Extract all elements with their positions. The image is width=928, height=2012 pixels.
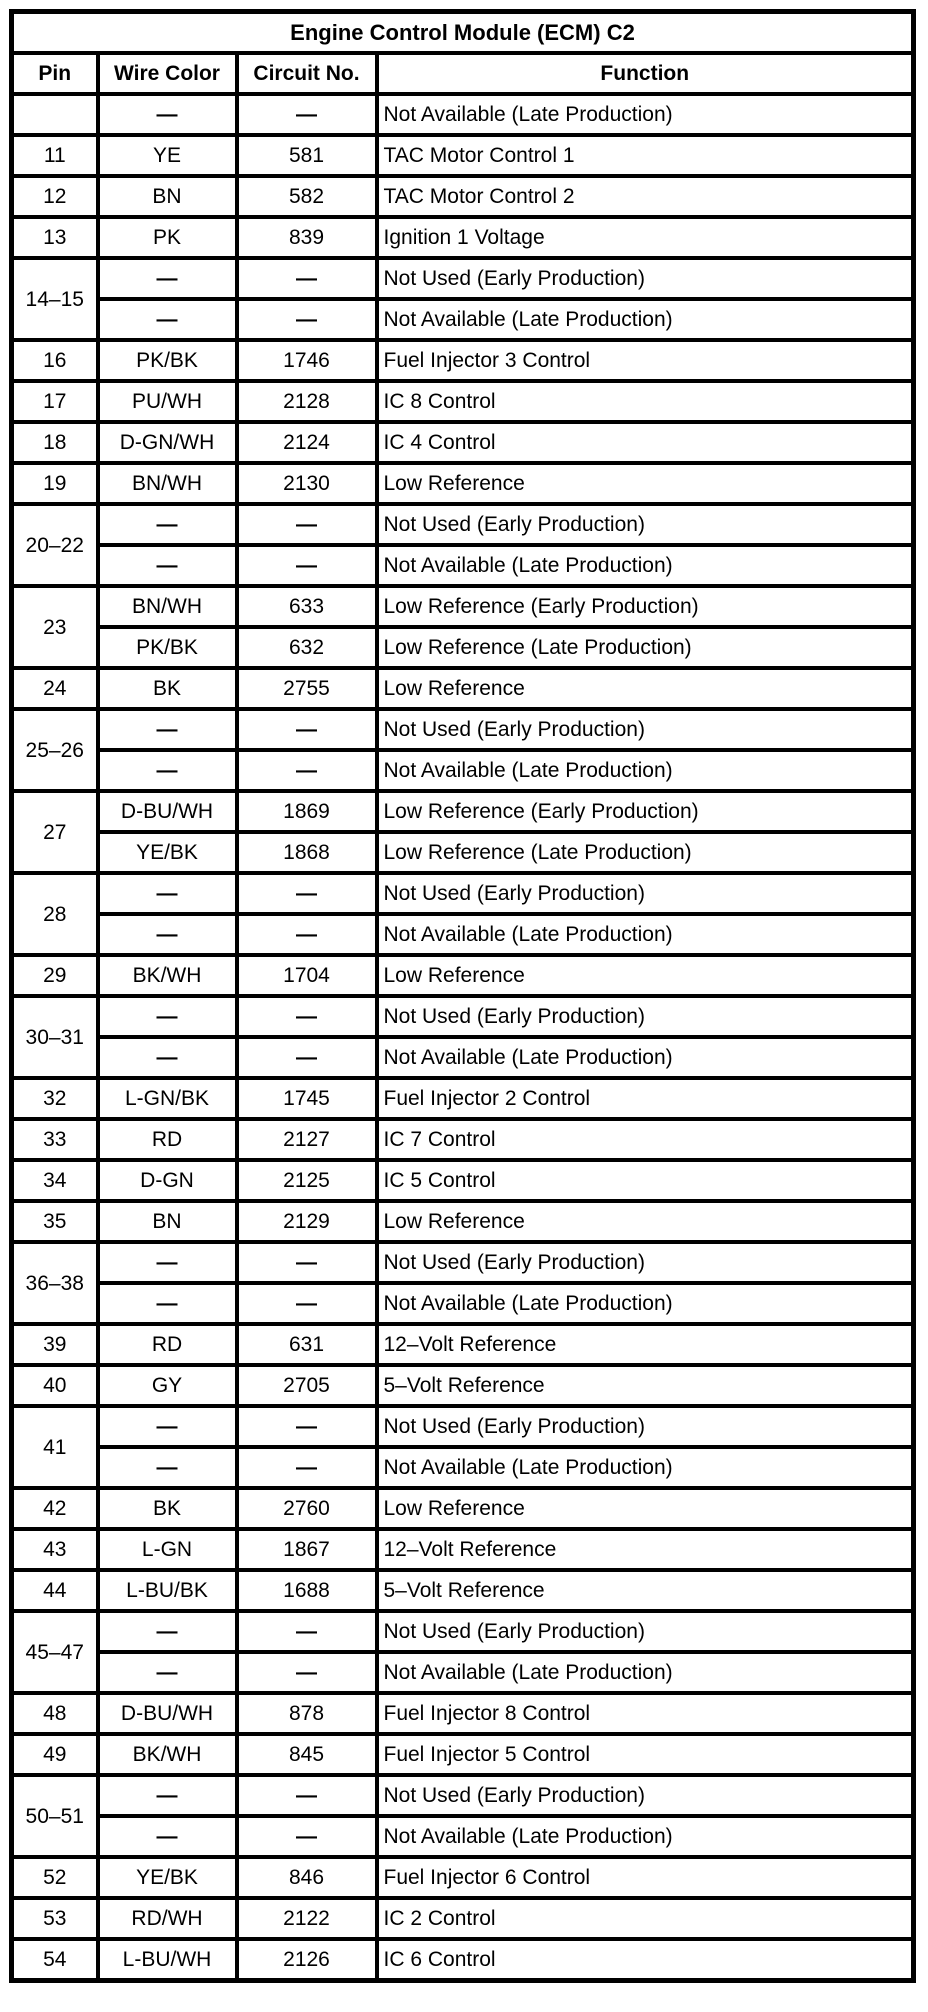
table-row xyxy=(12,914,914,955)
circuit-cell: — xyxy=(237,258,377,299)
table-row xyxy=(12,1365,914,1406)
wire-color-cell: D-BU/WH xyxy=(98,1693,237,1734)
table-row xyxy=(12,176,914,217)
wire-color-cell: — xyxy=(98,1406,237,1447)
function-cell: IC 8 Control xyxy=(377,381,914,422)
wire-color-cell: BK xyxy=(98,1488,237,1529)
circuit-cell: — xyxy=(237,545,377,586)
function-cell: Low Reference (Late Production) xyxy=(377,832,914,873)
circuit-cell: 878 xyxy=(237,1693,377,1734)
circuit-cell: 2130 xyxy=(237,463,377,504)
pin-cell: 11 xyxy=(12,135,98,176)
table-row xyxy=(12,1119,914,1160)
circuit-cell: 633 xyxy=(237,586,377,627)
header-function: Function xyxy=(377,53,914,94)
wire-color-cell: — xyxy=(98,1652,237,1693)
wire-color-cell: RD xyxy=(98,1324,237,1365)
wire-color-cell: — xyxy=(98,709,237,750)
circuit-cell: — xyxy=(237,504,377,545)
pin-cell: 12 xyxy=(12,176,98,217)
pin-cell: 28 xyxy=(12,873,98,955)
pin-cell: 25–26 xyxy=(12,709,98,791)
wire-color-cell: YE xyxy=(98,135,237,176)
table-row xyxy=(12,504,914,545)
circuit-cell: 1746 xyxy=(237,340,377,381)
table-row xyxy=(12,217,914,258)
header-pin: Pin xyxy=(12,53,98,94)
function-cell: Ignition 1 Voltage xyxy=(377,217,914,258)
circuit-cell: — xyxy=(237,1037,377,1078)
function-cell: Not Available (Late Production) xyxy=(377,1037,914,1078)
table-row xyxy=(12,135,914,176)
function-cell: Fuel Injector 6 Control xyxy=(377,1857,914,1898)
function-cell: Low Reference (Late Production) xyxy=(377,627,914,668)
function-cell: 12–Volt Reference xyxy=(377,1529,914,1570)
circuit-cell: 1688 xyxy=(237,1570,377,1611)
circuit-cell: — xyxy=(237,709,377,750)
wire-color-cell: L-BU/WH xyxy=(98,1939,237,1980)
function-cell: Not Used (Early Production) xyxy=(377,1242,914,1283)
circuit-cell: 2760 xyxy=(237,1488,377,1529)
circuit-cell: 846 xyxy=(237,1857,377,1898)
function-cell: Not Available (Late Production) xyxy=(377,1652,914,1693)
table-row xyxy=(12,832,914,873)
pin-cell: 24 xyxy=(12,668,98,709)
wire-color-cell: D-BU/WH xyxy=(98,791,237,832)
circuit-cell: — xyxy=(237,996,377,1037)
function-cell: Fuel Injector 8 Control xyxy=(377,1693,914,1734)
function-cell: IC 6 Control xyxy=(377,1939,914,1980)
table-row xyxy=(12,1939,914,1980)
wire-color-cell: — xyxy=(98,504,237,545)
wire-color-cell: — xyxy=(98,914,237,955)
pin-cell: 48 xyxy=(12,1693,98,1734)
table-row xyxy=(12,873,914,914)
table-row xyxy=(12,381,914,422)
wire-color-cell: — xyxy=(98,258,237,299)
table-row xyxy=(12,422,914,463)
wire-color-cell: D-GN/WH xyxy=(98,422,237,463)
pin-cell: 30–31 xyxy=(12,996,98,1078)
wire-color-cell: BN/WH xyxy=(98,586,237,627)
circuit-cell: 2705 xyxy=(237,1365,377,1406)
pin-cell: 23 xyxy=(12,586,98,668)
circuit-cell: — xyxy=(237,1447,377,1488)
pin-cell xyxy=(12,94,98,135)
pin-cell: 54 xyxy=(12,1939,98,1980)
function-cell: Low Reference xyxy=(377,668,914,709)
function-cell: Not Used (Early Production) xyxy=(377,1775,914,1816)
table-row xyxy=(12,996,914,1037)
table-row xyxy=(12,258,914,299)
table-row xyxy=(12,627,914,668)
pin-cell: 41 xyxy=(12,1406,98,1488)
pin-cell: 34 xyxy=(12,1160,98,1201)
wire-color-cell: RD/WH xyxy=(98,1898,237,1939)
circuit-cell: 845 xyxy=(237,1734,377,1775)
wire-color-cell: — xyxy=(98,996,237,1037)
circuit-cell: — xyxy=(237,1283,377,1324)
pin-cell: 50–51 xyxy=(12,1775,98,1857)
table-row xyxy=(12,1611,914,1652)
table-row xyxy=(12,1488,914,1529)
pin-cell: 27 xyxy=(12,791,98,873)
pin-cell: 40 xyxy=(12,1365,98,1406)
table-row xyxy=(12,955,914,996)
circuit-cell: 2129 xyxy=(237,1201,377,1242)
function-cell: Low Reference xyxy=(377,1488,914,1529)
function-cell: Not Available (Late Production) xyxy=(377,299,914,340)
table-header-row xyxy=(12,53,914,94)
pin-cell: 53 xyxy=(12,1898,98,1939)
wire-color-cell: PK/BK xyxy=(98,340,237,381)
circuit-cell: 2126 xyxy=(237,1939,377,1980)
function-cell: Fuel Injector 2 Control xyxy=(377,1078,914,1119)
wire-color-cell: PK xyxy=(98,217,237,258)
wire-color-cell: PU/WH xyxy=(98,381,237,422)
wire-color-cell: — xyxy=(98,873,237,914)
table-row xyxy=(12,1529,914,1570)
wire-color-cell: YE/BK xyxy=(98,1857,237,1898)
ecm-c2-pinout-table xyxy=(9,9,916,1983)
function-cell: Fuel Injector 5 Control xyxy=(377,1734,914,1775)
wire-color-cell: — xyxy=(98,1037,237,1078)
table-row xyxy=(12,94,914,135)
wire-color-cell: — xyxy=(98,1775,237,1816)
circuit-cell: 2125 xyxy=(237,1160,377,1201)
function-cell: Not Available (Late Production) xyxy=(377,1447,914,1488)
table-title-row xyxy=(12,12,914,54)
function-cell: Low Reference xyxy=(377,1201,914,1242)
table-row xyxy=(12,1160,914,1201)
table-row xyxy=(12,1324,914,1365)
pin-cell: 33 xyxy=(12,1119,98,1160)
pin-cell: 14–15 xyxy=(12,258,98,340)
pin-cell: 42 xyxy=(12,1488,98,1529)
table-title: Engine Control Module (ECM) C2 xyxy=(12,12,914,54)
circuit-cell: 1745 xyxy=(237,1078,377,1119)
circuit-cell: 839 xyxy=(237,217,377,258)
table-row xyxy=(12,1283,914,1324)
pin-cell: 29 xyxy=(12,955,98,996)
function-cell: Not Available (Late Production) xyxy=(377,545,914,586)
table-row xyxy=(12,1857,914,1898)
pin-cell: 52 xyxy=(12,1857,98,1898)
table-row xyxy=(12,1242,914,1283)
circuit-cell: 2128 xyxy=(237,381,377,422)
circuit-cell: 1867 xyxy=(237,1529,377,1570)
table-row xyxy=(12,299,914,340)
wire-color-cell: L-GN xyxy=(98,1529,237,1570)
pin-cell: 43 xyxy=(12,1529,98,1570)
function-cell: TAC Motor Control 1 xyxy=(377,135,914,176)
function-cell: IC 7 Control xyxy=(377,1119,914,1160)
wire-color-cell: GY xyxy=(98,1365,237,1406)
function-cell: IC 2 Control xyxy=(377,1898,914,1939)
wire-color-cell: — xyxy=(98,94,237,135)
function-cell: Not Used (Early Production) xyxy=(377,1406,914,1447)
pin-cell: 39 xyxy=(12,1324,98,1365)
circuit-cell: 1869 xyxy=(237,791,377,832)
wire-color-cell: BK/WH xyxy=(98,955,237,996)
wire-color-cell: BN xyxy=(98,176,237,217)
function-cell: Not Used (Early Production) xyxy=(377,873,914,914)
table-row xyxy=(12,1570,914,1611)
circuit-cell: — xyxy=(237,1611,377,1652)
header-wire-color: Wire Color xyxy=(98,53,237,94)
function-cell: Fuel Injector 3 Control xyxy=(377,340,914,381)
table-row xyxy=(12,1693,914,1734)
circuit-cell: 2122 xyxy=(237,1898,377,1939)
pin-cell: 32 xyxy=(12,1078,98,1119)
table-row xyxy=(12,1775,914,1816)
circuit-cell: 582 xyxy=(237,176,377,217)
circuit-cell: 632 xyxy=(237,627,377,668)
header-circuit-no: Circuit No. xyxy=(237,53,377,94)
pin-cell: 36–38 xyxy=(12,1242,98,1324)
wire-color-cell: BK xyxy=(98,668,237,709)
pin-cell: 18 xyxy=(12,422,98,463)
function-cell: TAC Motor Control 2 xyxy=(377,176,914,217)
table-row xyxy=(12,709,914,750)
wire-color-cell: RD xyxy=(98,1119,237,1160)
function-cell: Not Used (Early Production) xyxy=(377,1611,914,1652)
function-cell: Not Used (Early Production) xyxy=(377,709,914,750)
wire-color-cell: — xyxy=(98,1242,237,1283)
table-row xyxy=(12,1078,914,1119)
wire-color-cell: L-GN/BK xyxy=(98,1078,237,1119)
function-cell: Low Reference xyxy=(377,955,914,996)
table-row xyxy=(12,1816,914,1857)
circuit-cell: — xyxy=(237,94,377,135)
function-cell: 5–Volt Reference xyxy=(377,1570,914,1611)
table-row xyxy=(12,1447,914,1488)
wire-color-cell: — xyxy=(98,1283,237,1324)
circuit-cell: — xyxy=(237,750,377,791)
function-cell: 5–Volt Reference xyxy=(377,1365,914,1406)
circuit-cell: 631 xyxy=(237,1324,377,1365)
circuit-cell: 2127 xyxy=(237,1119,377,1160)
wire-color-cell: BN xyxy=(98,1201,237,1242)
circuit-cell: 1704 xyxy=(237,955,377,996)
table-row xyxy=(12,668,914,709)
function-cell: Not Available (Late Production) xyxy=(377,750,914,791)
circuit-cell: — xyxy=(237,873,377,914)
function-cell: Not Used (Early Production) xyxy=(377,258,914,299)
table-row xyxy=(12,586,914,627)
pin-cell: 49 xyxy=(12,1734,98,1775)
wire-color-cell: — xyxy=(98,750,237,791)
table-row xyxy=(12,340,914,381)
function-cell: Low Reference (Early Production) xyxy=(377,586,914,627)
function-cell: Not Available (Late Production) xyxy=(377,94,914,135)
function-cell: 12–Volt Reference xyxy=(377,1324,914,1365)
function-cell: Not Available (Late Production) xyxy=(377,1816,914,1857)
wire-color-cell: BN/WH xyxy=(98,463,237,504)
circuit-cell: 581 xyxy=(237,135,377,176)
function-cell: IC 5 Control xyxy=(377,1160,914,1201)
circuit-cell: — xyxy=(237,299,377,340)
function-cell: Not Available (Late Production) xyxy=(377,1283,914,1324)
circuit-cell: — xyxy=(237,1406,377,1447)
circuit-cell: — xyxy=(237,1242,377,1283)
wire-color-cell: D-GN xyxy=(98,1160,237,1201)
table-row xyxy=(12,791,914,832)
pin-cell: 35 xyxy=(12,1201,98,1242)
table-row xyxy=(12,545,914,586)
wire-color-cell: — xyxy=(98,1447,237,1488)
wire-color-cell: BK/WH xyxy=(98,1734,237,1775)
pin-cell: 45–47 xyxy=(12,1611,98,1693)
table-row xyxy=(12,1037,914,1078)
wire-color-cell: — xyxy=(98,299,237,340)
function-cell: Low Reference xyxy=(377,463,914,504)
function-cell: Not Used (Early Production) xyxy=(377,504,914,545)
circuit-cell: 1868 xyxy=(237,832,377,873)
circuit-cell: — xyxy=(237,1652,377,1693)
function-cell: Not Available (Late Production) xyxy=(377,914,914,955)
wire-color-cell: YE/BK xyxy=(98,832,237,873)
table-row xyxy=(12,1734,914,1775)
table-row xyxy=(12,1898,914,1939)
table-row xyxy=(12,750,914,791)
table-row xyxy=(12,463,914,504)
pin-cell: 16 xyxy=(12,340,98,381)
table-row xyxy=(12,1652,914,1693)
table-row xyxy=(12,1406,914,1447)
function-cell: Low Reference (Early Production) xyxy=(377,791,914,832)
pin-cell: 13 xyxy=(12,217,98,258)
wire-color-cell: — xyxy=(98,1816,237,1857)
table-row xyxy=(12,1201,914,1242)
circuit-cell: — xyxy=(237,1816,377,1857)
circuit-cell: 2755 xyxy=(237,668,377,709)
pin-cell: 17 xyxy=(12,381,98,422)
pin-cell: 19 xyxy=(12,463,98,504)
circuit-cell: — xyxy=(237,914,377,955)
pin-cell: 20–22 xyxy=(12,504,98,586)
wire-color-cell: PK/BK xyxy=(98,627,237,668)
pinout-table-body xyxy=(12,94,914,1980)
function-cell: Not Used (Early Production) xyxy=(377,996,914,1037)
wire-color-cell: — xyxy=(98,545,237,586)
circuit-cell: — xyxy=(237,1775,377,1816)
circuit-cell: 2124 xyxy=(237,422,377,463)
function-cell: IC 4 Control xyxy=(377,422,914,463)
wire-color-cell: — xyxy=(98,1611,237,1652)
wire-color-cell: L-BU/BK xyxy=(98,1570,237,1611)
pin-cell: 44 xyxy=(12,1570,98,1611)
